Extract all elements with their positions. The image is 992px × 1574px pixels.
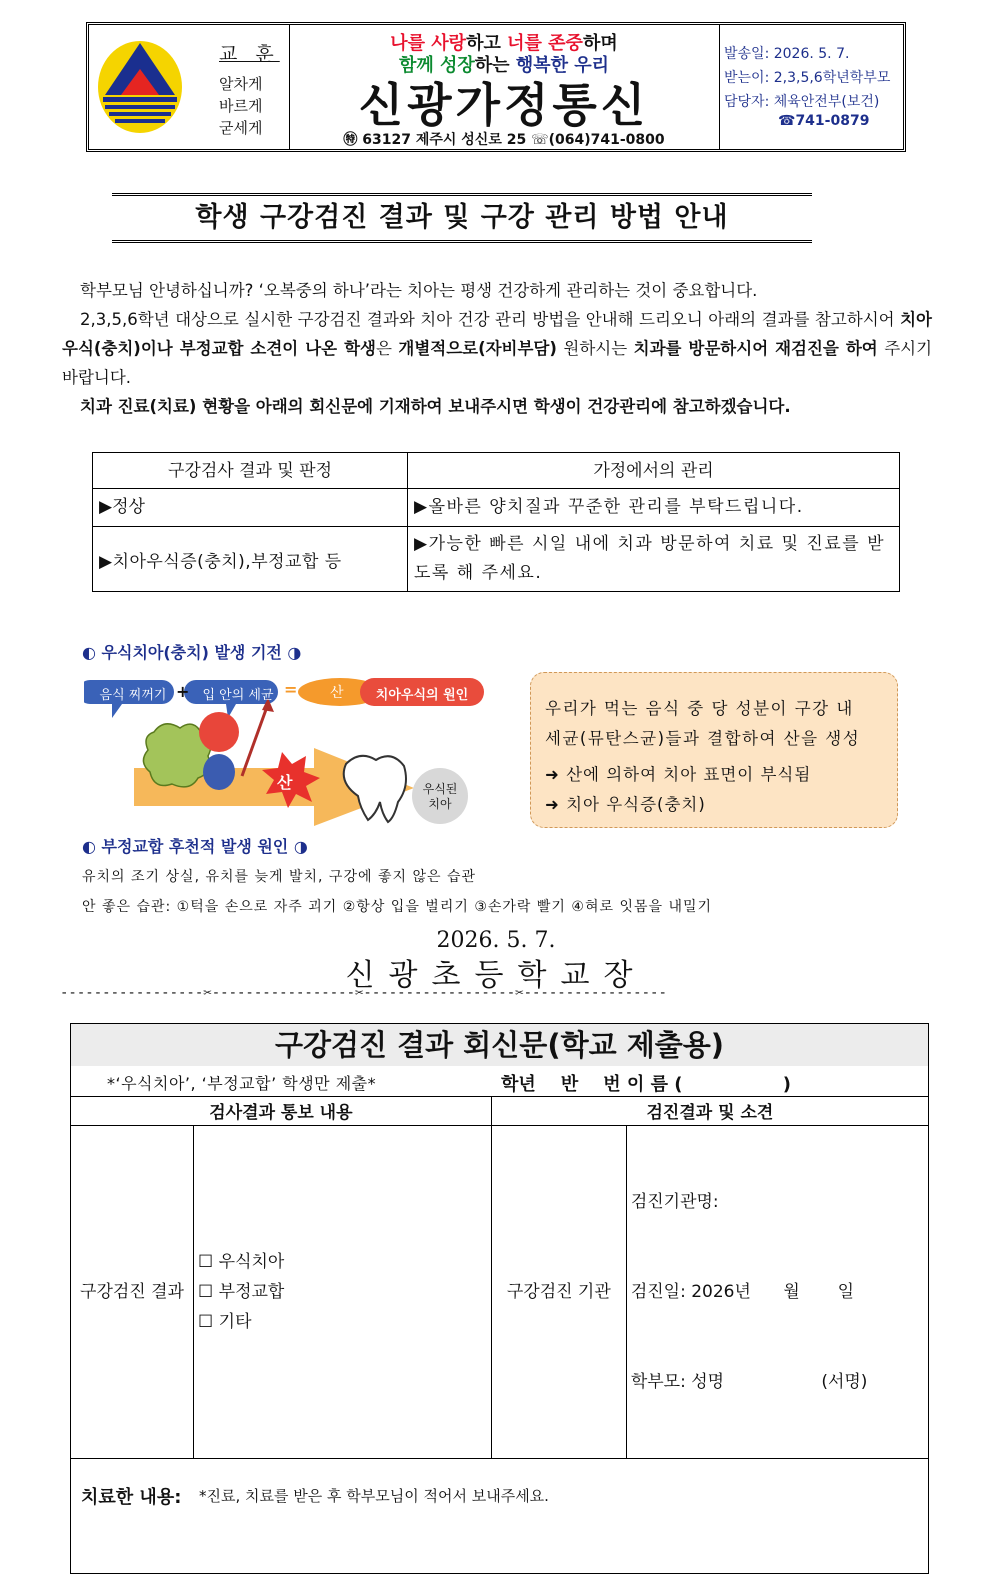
reply-table — [71, 1097, 928, 1459]
table-cell: ▶올바른 양치질과 꾸준한 관리를 부탁드립니다. — [408, 489, 900, 527]
reply-form-title: 구강검진 결과 회신문(학교 제출용) — [71, 1024, 928, 1066]
exam-date-field[interactable]: 검진일: 2026년 월 일 — [630, 1281, 854, 1302]
agency-name-field[interactable]: 검진기관명: — [630, 1191, 719, 1212]
table-header: 가정에서의 관리 — [408, 453, 900, 489]
motto-line: 굳세게 — [219, 119, 263, 137]
intro-paragraph-1: 학부모님 안녕하십니까? ‘오복중의 하나’라는 치아는 평생 건강하게 관리하는 것이 중요합니다. — [80, 281, 758, 300]
label-acid: 산 — [330, 685, 344, 701]
school-address: ㊕ 63127 제주시 성신로 25 ☏(064)741-0800 — [343, 132, 665, 148]
caries-illustration — [84, 676, 494, 826]
treatment-label: 치료한 내용: — [81, 1486, 182, 1508]
explain-line: ➜ 치아 우식증(충치) — [545, 795, 706, 814]
submission-note: *‘우식치아’, ‘부정교합’ 학생만 제출* — [107, 1074, 377, 1093]
explain-line: 세균(뮤탄스균)들과 결합하여 산을 생성 — [545, 729, 861, 748]
contact-phone: ☎741-0879 — [778, 113, 870, 129]
slogan-line-2: 함께 성장하는 행복한 우리 — [398, 55, 610, 76]
table-header: 구강검사 결과 및 판정 — [93, 453, 408, 489]
motto-line: 바르게 — [219, 97, 263, 115]
result-label: 구강검진 결과 — [71, 1125, 194, 1458]
plus-sign: + — [176, 682, 190, 701]
option-malocclusion-checkbox[interactable]: ☐ 부정교합 — [198, 1281, 285, 1302]
result-table — [92, 452, 900, 592]
table-cell: ▶가능한 빠른 시일 내에 치과 방문하여 치료 및 진료를 받도록 해 주세요. — [408, 527, 900, 592]
main-title: 학생 구강검진 결과 및 구강 관리 방법 안내 — [112, 193, 812, 243]
explain-line: 우리가 먹는 음식 중 당 성분이 구강 내 — [545, 699, 854, 718]
table-cell: ▶치아우식증(충치),부정교합 등 — [93, 527, 408, 592]
recipients: 받는이: 2,3,5,6학년학부모 — [724, 70, 891, 86]
reply-form-subheader — [71, 1066, 928, 1097]
intro-paragraph-2: 2,3,5,6학년 대상으로 실시한 구강검진 결과와 치아 건강 관리 방법을 안내해 드리오니 아래의 결과를 참고하시어 치아우식(충치)이나 부정교합 소견이 나온 학생은 개별적으로(자비부담) 원하시는 치과를 방문하시어 재검진을 하여 주시기 바랍니다. — [62, 310, 933, 387]
school-logo — [97, 39, 183, 135]
reply-form — [70, 1023, 929, 1574]
motto-panel — [89, 25, 290, 149]
agency-label: 구강검진 기관 — [491, 1125, 626, 1458]
cut-line: -----------------✂-----------------✂------------------✂----------------- — [60, 985, 667, 1001]
newsletter-title: 신광가정통신 — [358, 78, 650, 132]
principal-signature: 신광초등학교장 — [345, 958, 647, 993]
caries-explanation-box — [530, 672, 898, 828]
student-info-field[interactable]: 학년 반 번 이 름 ( ) — [501, 1074, 791, 1095]
sign-date: 2026. 5. 7. — [436, 928, 556, 953]
decayed-tooth-label: 우식된 치아 — [422, 782, 458, 811]
malocclusion-section-title: ◐ 부정교합 후천적 발생 원인 ◑ — [82, 837, 308, 856]
bacteria-devil — [199, 712, 239, 752]
issue-date: 발송일: 2026. 5. 7. — [724, 46, 850, 62]
malocclusion-cause-line: 유치의 조기 상실, 유치를 늦게 발치, 구강에 좋지 않은 습관 — [82, 869, 477, 885]
label-bacteria: 입 안의 세균 — [202, 688, 274, 703]
tooth-icon — [344, 756, 406, 822]
contact-person: 담당자: 체육안전부(보건) — [724, 94, 880, 110]
acid-badge-label: 산 — [277, 773, 293, 792]
label-food: 음식 찌꺼기 — [99, 688, 167, 703]
equals-sign: = — [284, 680, 298, 699]
motto-title: 교 훈 — [219, 43, 280, 65]
caries-section-title: ◐ 우식치아(충치) 발생 기전 ◑ — [82, 643, 302, 662]
option-other-checkbox[interactable]: ☐ 기타 — [198, 1311, 252, 1332]
result-options — [194, 1125, 492, 1458]
option-caries-checkbox[interactable]: ☐ 우식치아 — [198, 1251, 285, 1272]
label-cause: 치아우식의 원인 — [375, 688, 469, 703]
column-header: 검사결과 통보 내용 — [71, 1097, 491, 1125]
explain-line: ➜ 산에 의하여 치아 표면이 부식됨 — [545, 765, 812, 784]
column-header: 검진결과 및 소견 — [491, 1097, 928, 1125]
table-row — [93, 489, 900, 527]
slogan-line-1: 나를 사랑하고 너를 존중하며 — [390, 33, 618, 54]
table-row — [93, 527, 900, 592]
malocclusion-habit-line: 안 좋은 습관: ①턱을 손으로 자주 괴기 ②항상 입을 벌리기 ③손가락 빨기 ④혀로 잇몸을 내밀기 — [82, 899, 713, 915]
treatment-note: *진료, 치료를 받은 후 학부모님이 적어서 보내주세요. — [199, 1486, 549, 1505]
parent-signature-field[interactable]: 학부모: 성명 (서명) — [630, 1371, 868, 1392]
motto-line: 알차게 — [219, 75, 263, 93]
issue-info-panel — [719, 25, 904, 149]
treatment-section[interactable] — [71, 1459, 928, 1573]
table-cell: ▶정상 — [93, 489, 408, 527]
intro-paragraph-3: 치과 진료(치료) 현황을 아래의 회신문에 기재하여 보내주시면 학생이 건강관리에 참고하겠습니다. — [80, 397, 791, 416]
newsletter-header — [86, 22, 906, 152]
agency-details — [626, 1125, 928, 1458]
